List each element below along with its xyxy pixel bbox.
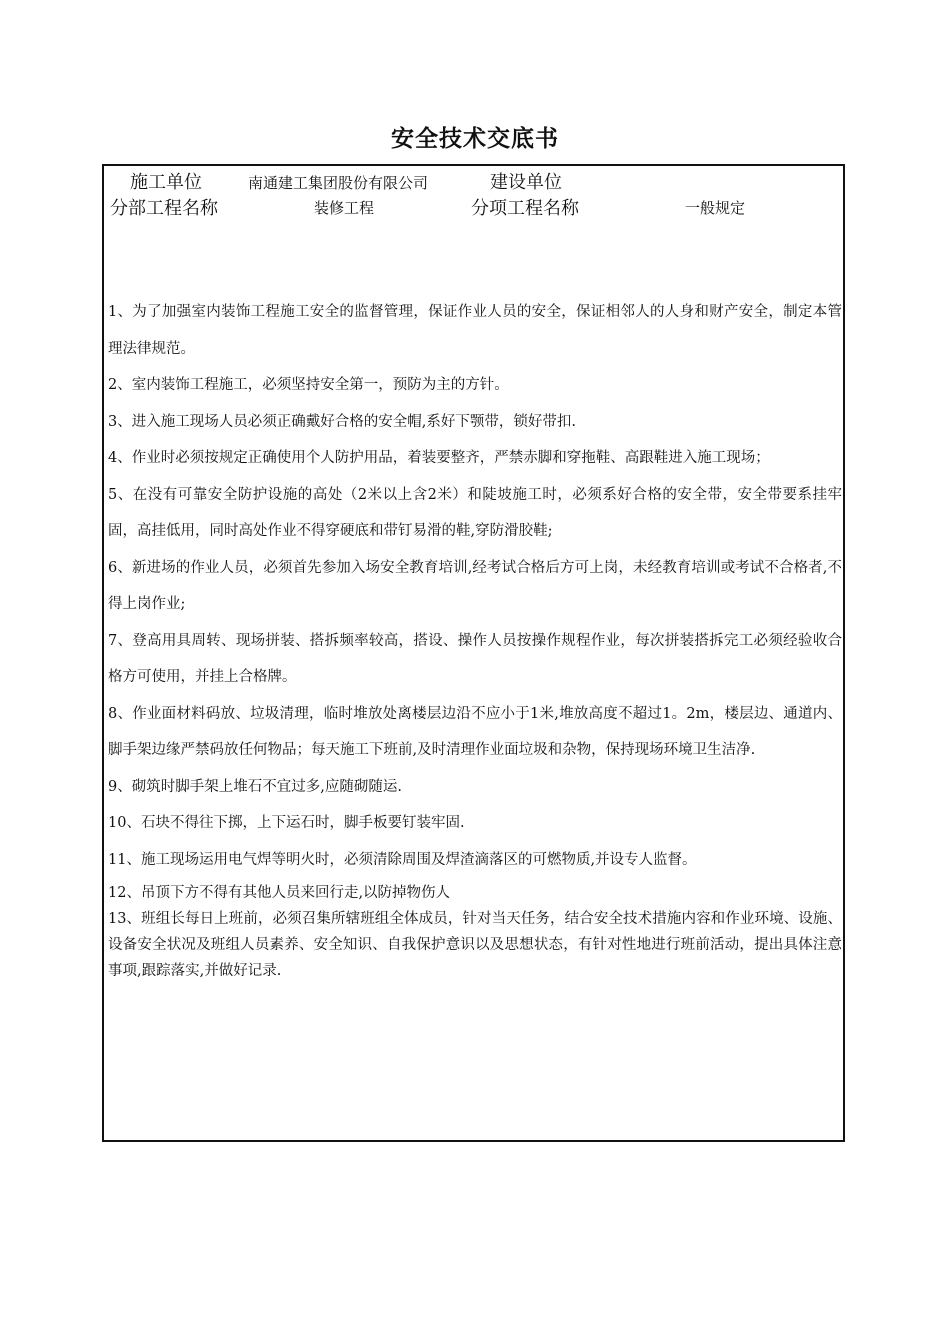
safety-item-8: 8、作业面材料码放、垃圾清理，临时堆放处离楼层边沿不应小于1米,堆放高度不超过1。2m，楼层边、通道内、脚手架边缘严禁码放任何物品；每天施工下班前,及时清理作业面垃圾和杂物，保持现场环境卫生洁净.	[108, 705, 842, 758]
subitem-value: 一般规定	[685, 199, 746, 217]
safety-item-4: 4、作业时必须按规定正确使用个人防护用品，着装要整齐，严禁赤脚和穿拖鞋、高跟鞋进入施工现场；	[108, 450, 770, 466]
safety-item-3: 3、进入施工现场人员必须正确戴好合格的安全帽,系好下颚带，锁好带扣.	[108, 413, 576, 430]
safety-item-13: 13、班组长每日上班前，必须召集所辖班组全体成员，针对当天任务，结合安全技术措施内容和作业环境、设施、设备安全状况及班组人员素养、安全知识、自我保护意识以及思想状态，有针对性地进行班前活动，提出具体注意事项,跟踪落实,并做好记录.	[108, 911, 842, 979]
subitem-label: 分项工程名称	[471, 198, 579, 219]
division-value: 装修工程	[314, 199, 375, 217]
division-label: 分部工程名称	[110, 198, 218, 219]
safety-item-9: 9、砌筑时脚手架上堆石不宜过多,应随砌随运.	[108, 778, 402, 795]
safety-item-11: 11、施工现场运用电气焊等明火时，必须清除周围及焊渣滴落区的可燃物质,并设专人监督。	[108, 851, 697, 868]
safety-item-5: 5、在没有可靠安全防护设施的高处（2米以上含2米）和陡坡施工时，必须系好合格的安全带，安全带要系挂牢固，高挂低用，同时高处作业不得穿硬底和带钉易滑的鞋,穿防滑胶鞋;	[108, 486, 842, 539]
safety-item-12: 12、吊顶下方不得有其他人员来回行走,以防掉物伤人	[108, 885, 451, 901]
safety-item-6: 6、新进场的作业人员，必须首先参加入场安全教育培训,经考试合格后方可上岗，未经教育培训或考试不合格者,不得上岗作业;	[108, 559, 842, 612]
safety-item-7: 7、登高用具周转、现场拼装、搭拆频率较高，搭设、操作人员按操作规程作业，每次拼装搭拆完工必须经验收合格方可使用，并挂上合格牌。	[108, 632, 842, 685]
document-title: 安全技术交底书	[391, 126, 559, 152]
disclosure-form	[102, 164, 845, 1142]
safety-item-10: 10、石块不得往下掷，上下运石时，脚手板要钉装牢固.	[108, 815, 465, 831]
construction-unit-value: 南通建工集团股份有限公司	[248, 174, 429, 192]
safety-item-2: 2、室内装饰工程施工，必须坚持安全第一，预防为主的方针。	[108, 377, 509, 393]
construction-unit-label: 施工单位	[130, 172, 202, 193]
safety-items	[108, 294, 842, 984]
safety-item-1: 1、为了加强室内装饰工程施工安全的监督管理，保证作业人员的安全，保证相邻人的人身和财产安全，制定本管理法律规范。	[108, 304, 842, 357]
owner-unit-label: 建设单位	[490, 172, 562, 193]
